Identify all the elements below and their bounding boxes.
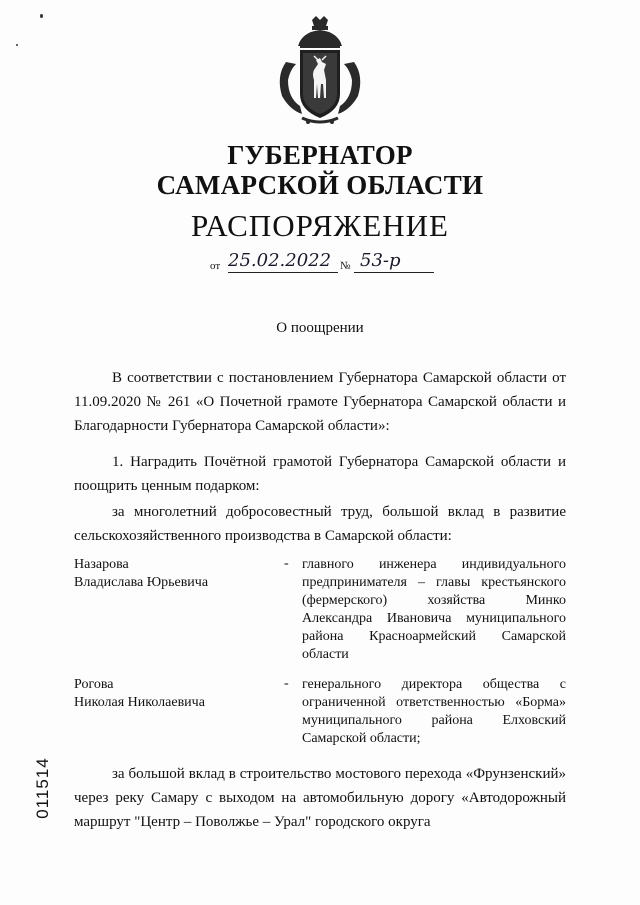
samara-coat-of-arms-icon — [272, 14, 368, 130]
number-label: № — [340, 260, 351, 272]
awardee-description: генерального директора общества с ограниченной ответственностью «Борма» муниципального района Елховский Самарской области; — [302, 677, 566, 746]
org-name-line2: САМАРСКОЙ ОБЛАСТИ — [156, 170, 484, 200]
org-name-line1: ГУБЕРНАТОР — [227, 140, 413, 170]
date-underline — [228, 272, 338, 273]
merit-paragraph: за многолетний добросовестный труд, большой вклад в развитие сельскохозяйственного производства в Самарской области: — [74, 504, 566, 544]
subject-line: О поощрении — [276, 320, 364, 336]
scan-speck — [40, 14, 43, 18]
handwritten-date: 25.02.2022 — [228, 250, 332, 271]
date-number-line — [210, 252, 440, 276]
document-type-title: РАСПОРЯЖЕНИЕ — [191, 208, 449, 243]
scan-speck — [16, 44, 18, 46]
number-underline — [354, 272, 434, 273]
serial-number: 011514 — [33, 757, 52, 819]
awardee-name: Назарова Владислава Юрьевича — [74, 557, 209, 590]
awardee-dash: - — [284, 676, 289, 691]
date-from-label: от — [210, 260, 221, 272]
awardee-dash: - — [284, 556, 289, 571]
awardee-description: главного инженера индивидуального предпринимателя – главы крестьянского (фермерского) хозяйства Минко Александра Ивановича муниципального района Красноармейский Самарской области — [302, 557, 566, 662]
handwritten-number: 53-р — [360, 250, 401, 271]
award-paragraph: 1. Наградить Почётной грамотой Губернатора Самарской области и поощрить ценным подарком: — [74, 454, 566, 494]
intro-paragraph: В соответствии с постановлением Губернатора Самарской области от 11.09.2020 № 261 «О Почетной грамоте Губернатора Самарской области и Благодарности Губернатора Самарской области»: — [74, 370, 566, 434]
awardee-name: Рогова Николая Николаевича — [74, 677, 205, 710]
closing-paragraph: за большой вклад в строительство мостового перехода «Фрунзенский» через реку Самару с выходом на автомобильную дорогу «Автодорожный маршрут "Центр – Поволжье – Урал" городского округа — [74, 766, 566, 830]
